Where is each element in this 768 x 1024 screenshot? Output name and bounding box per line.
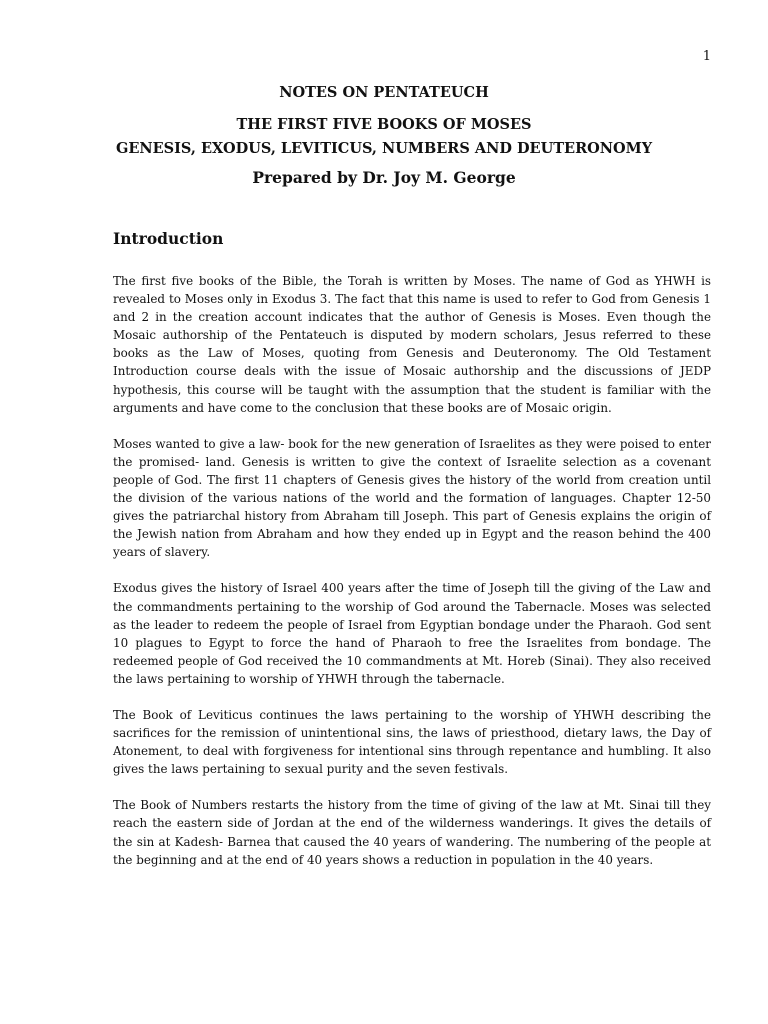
book-list: GENESIS, EXODUS, LEVITICUS, NUMBERS AND DEUTERONOMY [115, 140, 653, 157]
page-number: 1 [702, 49, 711, 64]
paragraph-exodus: Exodus gives the history of Israel 400 years after the time of Joseph till the giving of the Law and the commandments pertaining to the worship of God around the Tabernacle. Moses was selected as the leader to redeem the people of Israel from Egyptian bondage under the Pharaoh. God sent 10 plagues to Egypt to force the hand of Pharaoh to free the Israelites from bondage. The redeemed people of God received the 10 commandments at Mt. Horeb (Sinai). They also received the laws pertaining to worship of YHWH through the tabernacle. [113, 581, 711, 686]
document-title: NOTES ON PENTATEUCH [279, 84, 489, 101]
document-subtitle: THE FIRST FIVE BOOKS OF MOSES [236, 116, 532, 133]
paragraph-torah-authorship: The first five books of the Bible, the Torah is written by Moses. The name of God as YHWH is revealed to Moses only in Exodus 3. The fact that this name is used to refer to God from Genesis 1 and 2 in the creation account indicates that the author of Genesis is Moses. Even though the Mosaic authorship of the Pentateuch is disputed by modern scholars, Jesus referred to these books as the Law of Moses, quoting from Genesis and Deuteronomy. The Old Testament Introduction course deals with the issue of Mosaic authorship and the discussions of JEDP hypothesis, this course will be taught with the assumption that the student is familiar with the arguments and have come to the conclusion that these books are of Mosaic origin. [113, 274, 711, 415]
title-block [0, 84, 768, 188]
paragraph-leviticus: The Book of Leviticus continues the laws pertaining to the worship of YHWH describing the sacrifices for the remission of unintentional sins, the laws of priesthood, dietary laws, the Day of Atonement, to deal with forgiveness for intentional sins through repentance and humbling. It also gives the laws pertaining to sexual purity and the seven festivals. [113, 707, 711, 777]
paragraph-genesis: Moses wanted to give a law- book for the new generation of Israelites as they were poised to enter the promised- land. Genesis is written to give the context of Israelite selection as a covenant people of God. The first 11 chapters of Genesis gives the history of the world from creation until the division of the various nations of the world and the formation of languages. Chapter 12-50 gives the patriarchal history from Abraham till Joseph. This part of Genesis explains the origin of the Jewish nation from Abraham and how they ended up in Egypt and the reason behind the 400 years of slavery. [113, 436, 711, 560]
paragraph-numbers: The Book of Numbers restarts the history from the time of giving of the law at Mt. Sinai till they reach the eastern side of Jordan at the end of the wilderness wanderings. It gives the details of the sin at Kadesh- Barnea that caused the 40 years of wandering. The numbering of the people at the beginning and at the end of 40 years shows a reduction in population in the 40 years. [113, 798, 711, 867]
section-body [113, 272, 711, 887]
section-heading: Introduction [113, 229, 224, 248]
author-line: Prepared by Dr. Joy M. George [252, 168, 516, 187]
